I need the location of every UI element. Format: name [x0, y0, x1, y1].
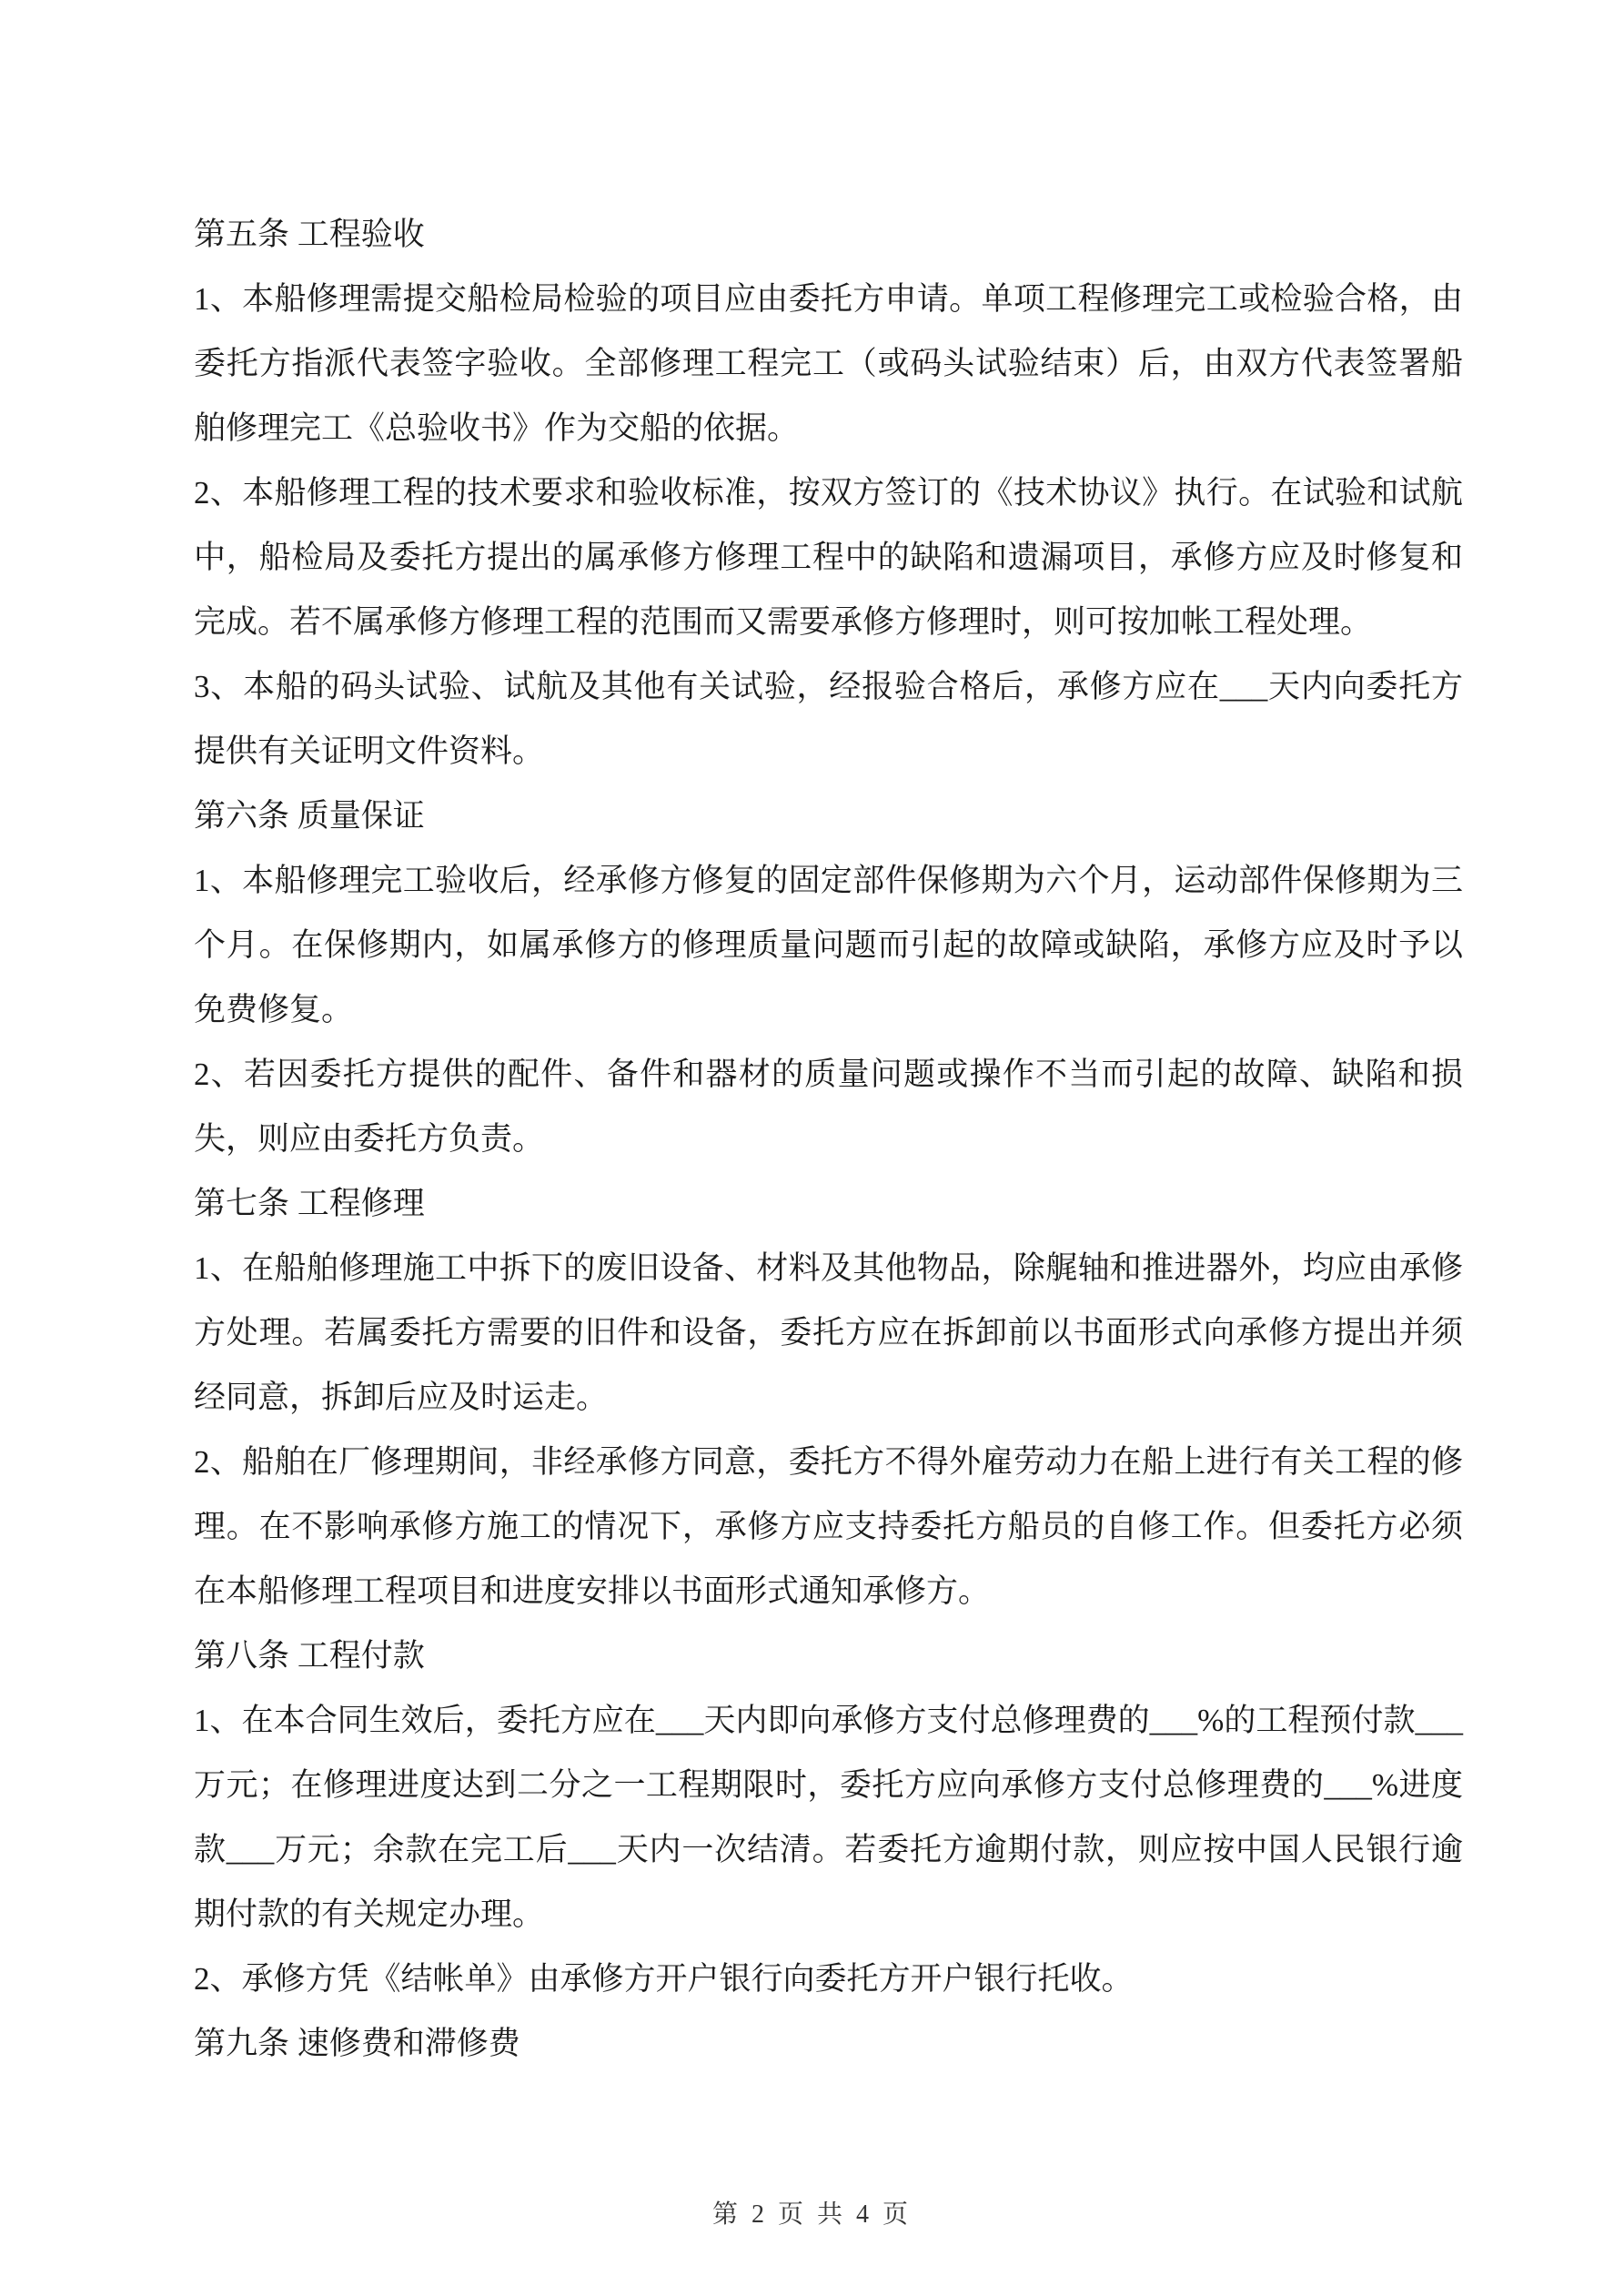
page-number-footer: 第 2 页 共 4 页	[711, 2200, 912, 2229]
section-heading-article-5: 第五条 工程验收	[194, 217, 425, 252]
paragraph-article8-item1: 1、在本合同生效后，委托方应在___天内即向承修方支付总修理费的___%的工程预付款___万元；在修理进度达到二分之一工程期限时，委托方应向承修方支付总修理费的___%进度款___万元；余款在完工后___天内一次结清。若委托方逾期付款，则应按中国人民银行逾期付款的有关规定办理。	[194, 1703, 1463, 1932]
paragraph-article6-item2: 2、若因委托方提供的配件、备件和器材的质量问题或操作不当而引起的故障、缺陷和损失，则应由委托方负责。	[194, 1057, 1463, 1157]
section-heading-article-7: 第七条 工程修理	[194, 1186, 425, 1221]
section-heading-article-6: 第六条 质量保证	[194, 798, 425, 834]
paragraph-article5-item1: 1、本船修理需提交船检局检验的项目应由委托方申请。单项工程修理完工或检验合格，由委托方指派代表签字验收。全部修理工程完工（或码头试验结束）后，由双方代表签署船舶修理完工《总验收书》作为交船的依据。	[194, 281, 1463, 446]
paragraph-article6-item1: 1、本船修理完工验收后，经承修方修复的固定部件保修期为六个月，运动部件保修期为三个月。在保修期内，如属承修方的修理质量问题而引起的故障或缺陷，承修方应及时予以免费修复。	[194, 863, 1463, 1027]
paragraph-article7-item1: 1、在船舶修理施工中拆下的废旧设备、材料及其他物品，除艉轴和推进器外，均应由承修方处理。若属委托方需要的旧件和设备，委托方应在拆卸前以书面形式向承修方提出并须经同意，拆卸后应及时运走。	[194, 1250, 1463, 1415]
paragraph-article5-item3: 3、本船的码头试验、试航及其他有关试验，经报验合格后，承修方应在___天内向委托方提供有关证明文件资料。	[194, 669, 1463, 769]
paragraph-article5-item2: 2、本船修理工程的技术要求和验收标准，按双方签订的《技术协议》执行。在试验和试航中，船检局及委托方提出的属承修方修理工程中的缺陷和遗漏项目，承修方应及时修复和完成。若不属承修方修理工程的范围而又需要承修方修理时，则可按加帐工程处理。	[194, 475, 1463, 640]
paragraph-article7-item2: 2、船舶在厂修理期间，非经承修方同意，委托方不得外雇劳动力在船上进行有关工程的修理。在不影响承修方施工的情况下，承修方应支持委托方船员的自修工作。但委托方必须在本船修理工程项目和进度安排以书面形式通知承修方。	[194, 1444, 1463, 1609]
paragraph-article8-item2: 2、承修方凭《结帐单》由承修方开户银行向委托方开户银行托收。	[194, 1961, 1134, 1997]
contract-body	[194, 202, 1463, 2076]
section-heading-article-8: 第八条 工程付款	[194, 1638, 425, 1674]
section-heading-article-9: 第九条 速修费和滞修费	[194, 2026, 520, 2061]
